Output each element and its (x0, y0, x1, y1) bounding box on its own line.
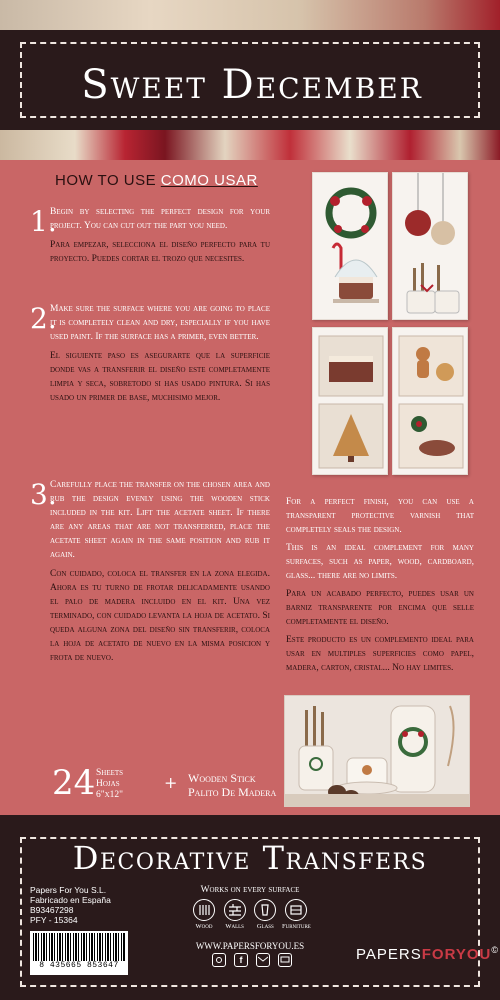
surface-wood (190, 899, 218, 930)
sheet-size: 6"x12" (96, 790, 124, 800)
step-text-en: Make sure the surface where you are going to place it is completely clean and dry, especially if you have used paint. If the surface has a primer, even better. (50, 304, 270, 342)
product-code: PFY - 15364 (30, 915, 78, 925)
step-number: 1. (30, 205, 57, 238)
sheets-count: 24 (52, 763, 96, 803)
works-on-every-surface-label: Works on every surface (200, 885, 300, 895)
brand-papers: PAPERS (356, 946, 422, 963)
brand-foryou: FORYOU (421, 946, 492, 963)
sheets-label-en: Sheets (96, 768, 124, 778)
barcode (30, 931, 128, 975)
wreath-cake-sheet-image (312, 172, 388, 320)
finish-instructions (286, 495, 474, 679)
papers-for-you-logo (356, 945, 499, 963)
wood-icon (193, 899, 215, 921)
furniture-icon (285, 899, 307, 921)
company-info (30, 885, 111, 925)
surface-glass (251, 899, 279, 930)
cake-tree-sheet-image (312, 327, 388, 475)
footer-title: Decorative Transfers (72, 839, 428, 877)
step-2 (30, 302, 270, 410)
floral-background-strip (0, 130, 500, 160)
step-number: 2. (30, 302, 57, 335)
surface-icons (190, 899, 310, 930)
finish-text-en-1: For a perfect finish, you can use a transparent protective varnish that completely seals the design. (286, 497, 474, 535)
instagram-icon[interactable] (212, 953, 226, 967)
stick-label-es: Palito De Madera (188, 785, 277, 799)
how-to-use-es: COMO USAR (160, 172, 258, 189)
copyright-mark: © (491, 945, 500, 955)
product-example-photo (284, 695, 470, 807)
step-text-es: Para empezar, selecciona el diseño perfecto para tu proyecto. Puedes cortar el trozo que necesites. (50, 240, 270, 264)
how-to-use-en: HOW TO USE (55, 172, 157, 189)
finish-text-es-2: Este producto es un complemento ideal para usar en multiples superficies como papel, madera, carton, cristal... No hay limites. (286, 635, 474, 673)
product-title: Sweet December (81, 62, 423, 108)
social-icons (212, 953, 292, 967)
footer-banner (0, 815, 500, 1000)
sheets-label (96, 768, 123, 801)
step-number: 3. (30, 478, 57, 511)
how-to-use-heading (55, 172, 258, 189)
ornaments-utensils-sheet-image (392, 172, 468, 320)
surface-label: Walls (225, 923, 244, 930)
brick-wall-icon (224, 899, 246, 921)
made-in: Fabricado en España (30, 895, 111, 905)
chat-icon[interactable] (278, 953, 292, 967)
company-code: B93467298 (30, 905, 74, 915)
website-link[interactable]: WWW.PAPERSFORYOU.ES (195, 941, 305, 951)
plus-sign: + (164, 773, 178, 792)
surface-furniture (282, 899, 310, 930)
instructions-panel (0, 160, 500, 815)
surface-walls (221, 899, 249, 930)
sheets-label-es: Hojas (96, 779, 120, 789)
glass-icon (254, 899, 276, 921)
step-1 (30, 205, 270, 271)
kit-contents (52, 763, 277, 805)
surface-label: Wood (195, 923, 213, 930)
email-icon[interactable] (256, 953, 270, 967)
transfer-sheet-previews (312, 172, 472, 472)
wooden-stick-label (188, 771, 276, 799)
finish-text-en-2: This is an ideal complement for many surfaces, such as paper, wood, cardboard, glass... there are no limits. (286, 543, 474, 581)
barcode-number: 8 435665 853647 (39, 961, 119, 970)
surface-label: Furniture (281, 923, 311, 930)
company-name: Papers For You S.L. (30, 885, 107, 895)
step-text-en: Carefully place the transfer on the chosen area and rub the design evenly using the wooden stick included in the kit. Lift the acetate sheet. If there are any areas that are not transferred, place the acetate sheet again in the same position and rub it again. (50, 480, 270, 560)
step-text-es: El siguiente paso es asegurarte que la superficie donde vas a transferir el diseño este completamente limpia y seca, sobretodo si has usado pintura. Si has usado un primer de base, muchisimo mejor. (50, 351, 270, 403)
step-text-es: Con cuidado, coloca el transfer en la zona elegida. Ahora es tu turno de frotar delicadamente usando el palo de madera incluido en el kit. Una vez terminado, con cuidado levanta la hoja de acetato. Si queda alguna zona del diseño sin transferir, coloca la hoja de acetato de nuevo en la misma posicion y frota de nuevo. (50, 569, 270, 663)
facebook-icon[interactable]: f (234, 953, 248, 967)
surface-label: Glass (256, 923, 274, 930)
stick-label-en: Wooden Stick (188, 771, 256, 785)
step-text-en: Begin by selecting the perfect design for your project. You can cut out the part you need. (50, 207, 270, 231)
step-3 (30, 478, 270, 670)
floral-background-strip-top (0, 0, 500, 30)
header-dashed-frame (20, 42, 480, 118)
finish-text-es-1: Para un acabado perfecto, puedes usar un barniz transparente por encima que selle completamente el diseño. (286, 589, 474, 627)
barcode-bars (33, 933, 125, 961)
gingerbread-sheet-image (392, 327, 468, 475)
header-banner (0, 30, 500, 130)
